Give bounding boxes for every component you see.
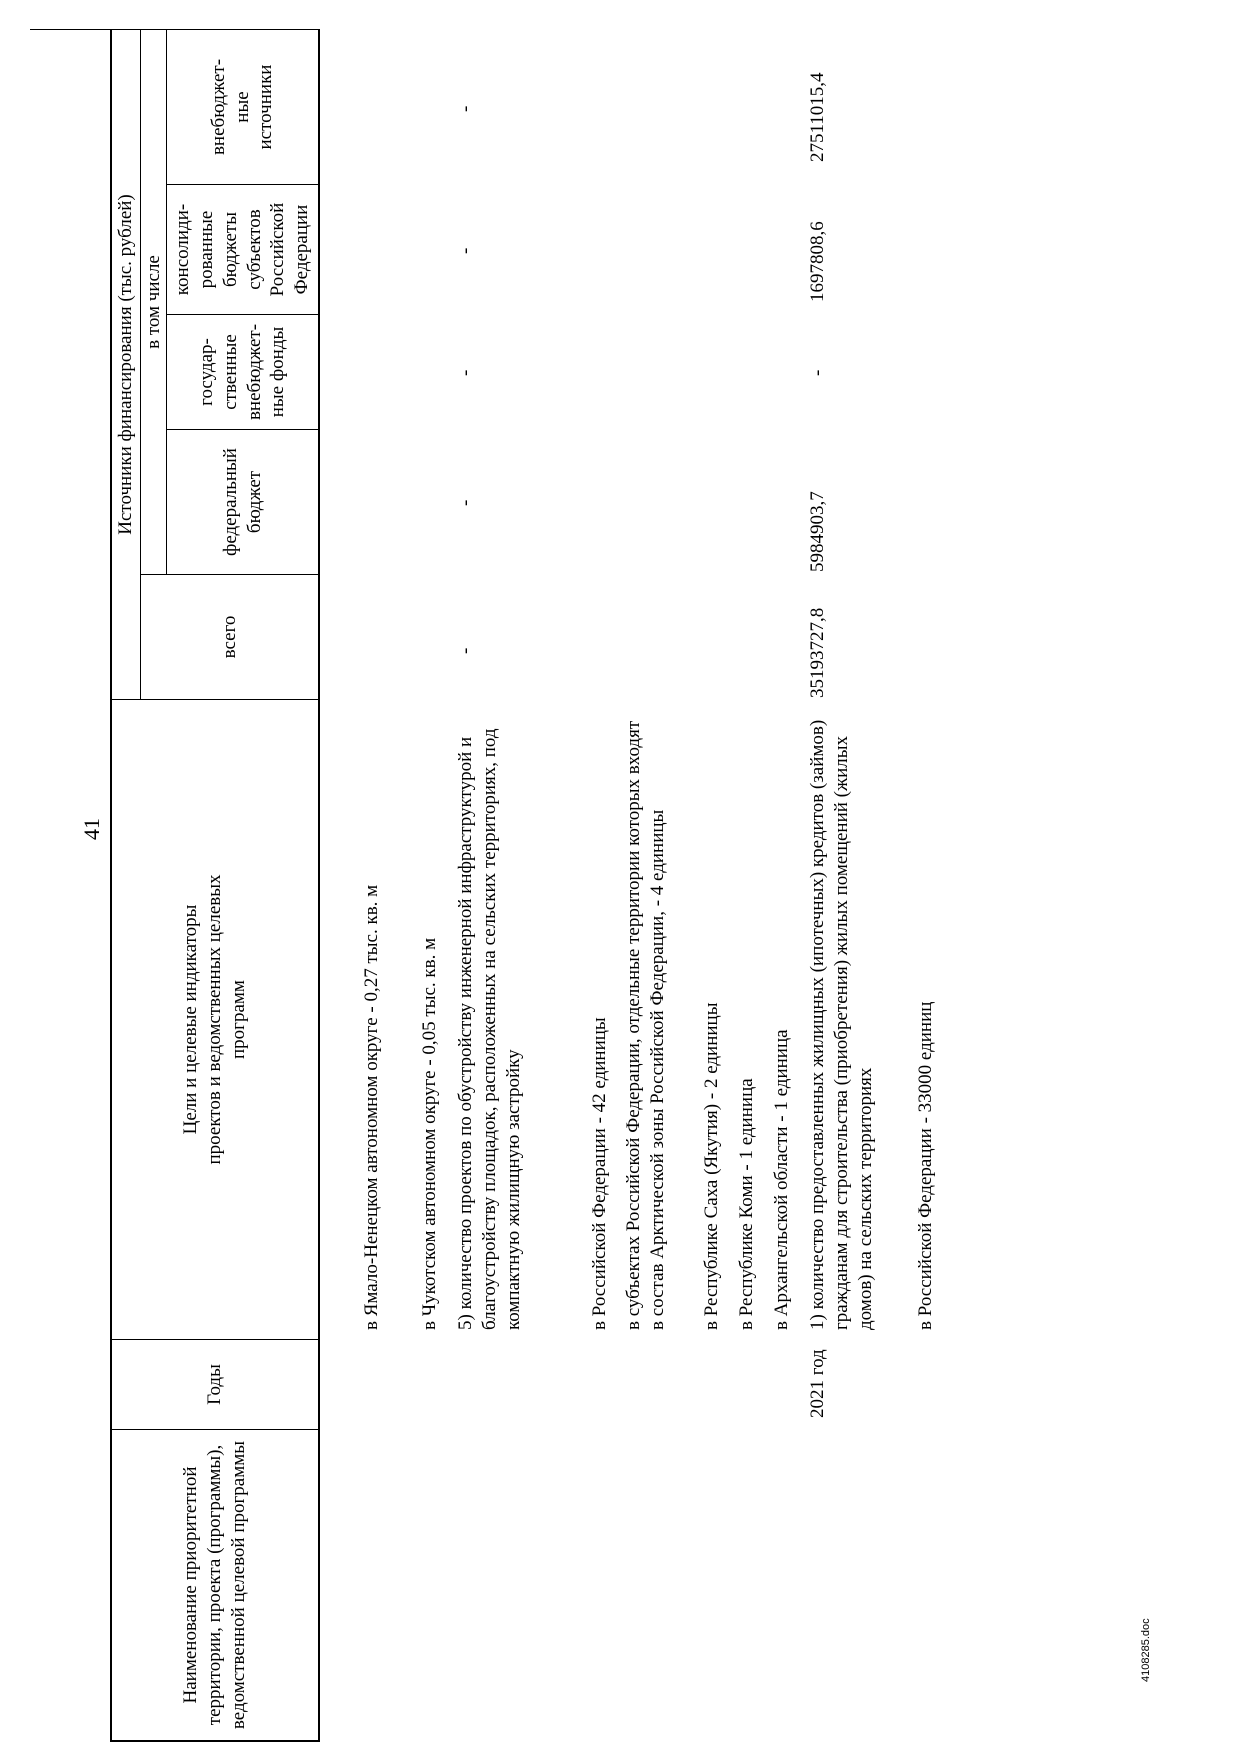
row-text: в Республике Саха (Якутия) - 2 единицы — [701, 1002, 722, 1330]
row-state-funds: - — [807, 369, 828, 376]
header-extrabudgetary-text: внебюджет-ные источники — [207, 58, 277, 156]
header-federal-text: федеральный бюджет — [219, 448, 265, 556]
table-row — [588, 710, 612, 1330]
row-text: в субъектах Российской Федерации, отдельные территории которых входят в состав Арктической зоны Российской Федерации, - 4 единицы — [623, 720, 668, 1330]
row-text: в Российской Федерации - 42 единицы — [589, 1017, 610, 1330]
table-row — [700, 710, 724, 1330]
row-federal: - — [455, 499, 476, 506]
row-regional: - — [455, 247, 476, 254]
header-regional-text: консолиди-рованные бюджеты субъектов Российской Федерации — [172, 202, 312, 297]
table-row — [360, 710, 384, 1330]
table-row — [806, 710, 877, 1330]
row-text: 5) количество проектов по обустройству инженерной инфраструктурой и благоустройству площадок, расположенных на сельских территориях, под компактную жилищную застройку — [455, 728, 524, 1330]
header-name — [112, 1430, 318, 1740]
header-total — [141, 575, 318, 699]
table-row — [622, 710, 670, 1330]
header-extrabudgetary — [167, 30, 318, 184]
row-year: 2021 год — [807, 1349, 828, 1418]
header-name-text: Наименование приоритетной территории, проекта (программы), ведомственной целевой программы — [180, 1440, 249, 1730]
table-row — [735, 710, 759, 1330]
row-text: в Республике Коми - 1 единица — [736, 1078, 757, 1330]
header-including-text: в том числе — [142, 255, 164, 349]
row-state-funds: - — [455, 369, 476, 376]
header-including — [141, 30, 166, 574]
row-text: 1) количество предоставленных жилищных (ипотечных) кредитов (займов) гражданам для строительства (приобретения) жилых помещений (жилых домов) на сельских территориях — [807, 719, 876, 1330]
header-funding-group-text: Источники финансирования (тыс. рублей) — [115, 194, 137, 535]
header-state-funds — [167, 315, 318, 429]
row-text: в Ямало-Ненецком автономном округе - 0,27 тыс. кв. м — [361, 884, 382, 1330]
table-row — [770, 710, 794, 1330]
header-funding-group — [112, 30, 140, 699]
header-regional — [167, 185, 318, 314]
header-bottom-line — [318, 30, 320, 1742]
row-text: в Чукотском автономном округе - 0,05 тыс. кв. м — [419, 937, 440, 1330]
col-line-0 — [110, 1740, 320, 1742]
row-regional: 1697808,6 — [807, 221, 828, 302]
header-years-text: Годы — [204, 1364, 226, 1405]
header-federal — [167, 430, 318, 574]
row-text: в Российской Федерации - 33000 единиц — [915, 1001, 936, 1330]
table-row — [454, 710, 525, 1330]
document-footer: 4108285.doc — [1140, 1618, 1152, 1682]
header-goals — [112, 700, 318, 1339]
row-federal: 5984903,7 — [807, 491, 828, 572]
row-text: в Архангельской области - 1 единица — [771, 1029, 792, 1330]
row-total: - — [455, 647, 476, 654]
header-years — [112, 1340, 318, 1429]
header-goals-text: Цели и целевые индикаторы проектов и ведомственных целевых программ — [180, 874, 249, 1165]
header-total-text: всего — [218, 615, 240, 659]
table-row — [914, 710, 938, 1330]
page-number: 41 — [79, 818, 104, 840]
row-extrabudgetary: - — [455, 105, 476, 112]
table-row — [418, 710, 442, 1330]
header-state-funds-text: государ-ственные внебюджет-ные фонды — [196, 323, 289, 421]
row-total: 35193727,8 — [807, 607, 828, 698]
row-extrabudgetary: 27511015,4 — [807, 72, 828, 162]
